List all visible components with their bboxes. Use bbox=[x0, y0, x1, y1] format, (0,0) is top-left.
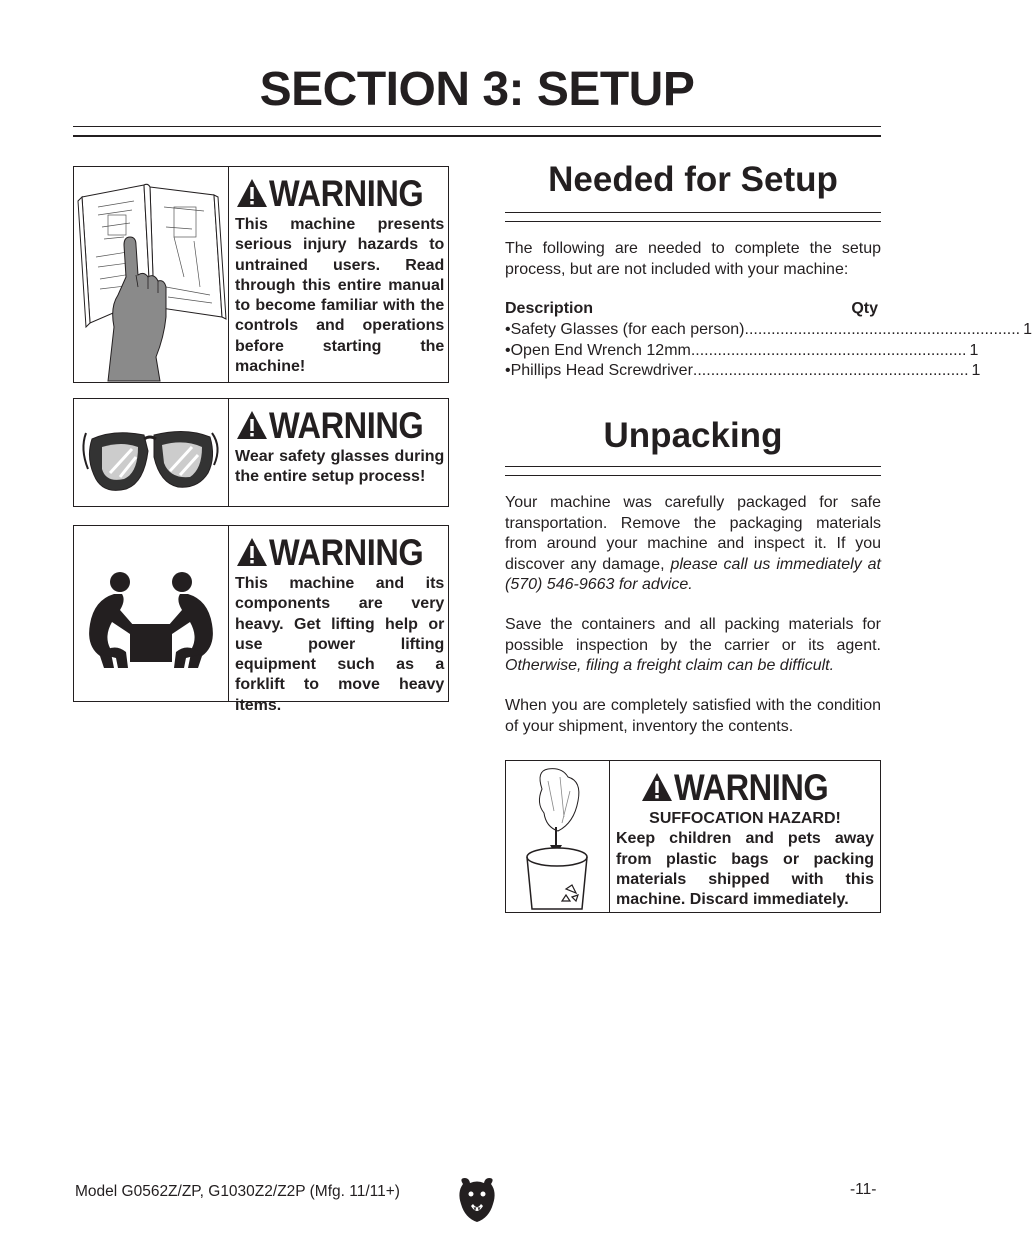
warning-suffocation bbox=[505, 760, 881, 913]
page-number: -11- bbox=[850, 1181, 877, 1198]
hazard-triangle-icon bbox=[235, 409, 269, 441]
footer-model: Model G0562Z/ZP, G1030Z2/Z2P (Mfg. 11/11+) bbox=[75, 1183, 400, 1200]
col-qty: Qty bbox=[851, 300, 878, 317]
section-title: SECTION 3: SETUP bbox=[259, 63, 695, 116]
heading-rule bbox=[505, 212, 881, 213]
warning-text: This machine and its components are very heavy. Get lifting help or use power lifting equipment such as a forklift to move heavy items. bbox=[235, 575, 445, 714]
heading-rule bbox=[505, 221, 881, 222]
manual-reading-icon bbox=[74, 167, 229, 382]
warning-safety-glasses bbox=[73, 398, 449, 507]
needed-intro: The following are needed to complete the setup process, but are not included with your machine: bbox=[505, 240, 881, 278]
warning-header: WARNING bbox=[235, 530, 444, 574]
needed-list-header bbox=[505, 300, 878, 318]
list-item: • Open End Wrench 12mm .............................................................. 1 bbox=[505, 341, 979, 359]
warning-subheading: SUFFOCATION HAZARD! bbox=[649, 810, 841, 827]
warning-header: WARNING bbox=[235, 403, 444, 447]
heading-unpacking: Unpacking bbox=[603, 416, 783, 455]
needed-list bbox=[505, 320, 1032, 382]
hazard-triangle-icon bbox=[235, 177, 269, 209]
warning-text: Wear safety glasses during the entire setup process! bbox=[235, 448, 445, 486]
warning-read-manual bbox=[73, 166, 449, 383]
warning-text: This machine presents serious injury hazards to untrained users. Read through this entire manual to become familiar with the controls and operations before starting the machine! bbox=[235, 216, 445, 376]
title-rule-top bbox=[73, 126, 881, 127]
warning-header: WARNING bbox=[235, 171, 444, 215]
bear-logo-icon bbox=[457, 1176, 497, 1224]
title-rule-bottom bbox=[73, 135, 881, 137]
unpacking-paragraph-2: Save the containers and all packing materials for possible inspection by the carrier or its agent. Otherwise, filing a freight claim can be difficult. bbox=[505, 616, 881, 674]
plastic-bag-trash-icon bbox=[506, 761, 610, 912]
warning-header: WARNING bbox=[616, 765, 874, 809]
list-item: • Phillips Head Screwdriver .............................................................. 1 bbox=[505, 362, 981, 379]
safety-glasses-icon bbox=[74, 399, 229, 506]
hazard-triangle-icon bbox=[640, 771, 674, 803]
two-person-lift-icon bbox=[74, 526, 229, 701]
unpacking-paragraph-3: When you are completely satisfied with the condition of your shipment, inventory the contents. bbox=[505, 697, 881, 735]
col-description: Description bbox=[505, 300, 594, 317]
unpacking-paragraph-1: Your machine was carefully packaged for safe transportation. Remove the packaging materials from around your machine and inspect it. If you discover any damage, please call us immediately at (570) 546-9663 for advice. bbox=[505, 494, 881, 593]
heading-rule bbox=[505, 475, 881, 476]
heading-needed-for-setup: Needed for Setup bbox=[548, 160, 838, 199]
list-item: • Safety Glasses (for each person) .............................................................. 1 bbox=[505, 321, 1032, 338]
hazard-triangle-icon bbox=[235, 536, 269, 568]
warning-text: Keep children and pets away from plastic bags or packing materials shipped with this machine. Discard immediately. bbox=[616, 830, 874, 909]
heading-rule bbox=[505, 466, 881, 467]
warning-heavy-lifting bbox=[73, 525, 449, 714]
